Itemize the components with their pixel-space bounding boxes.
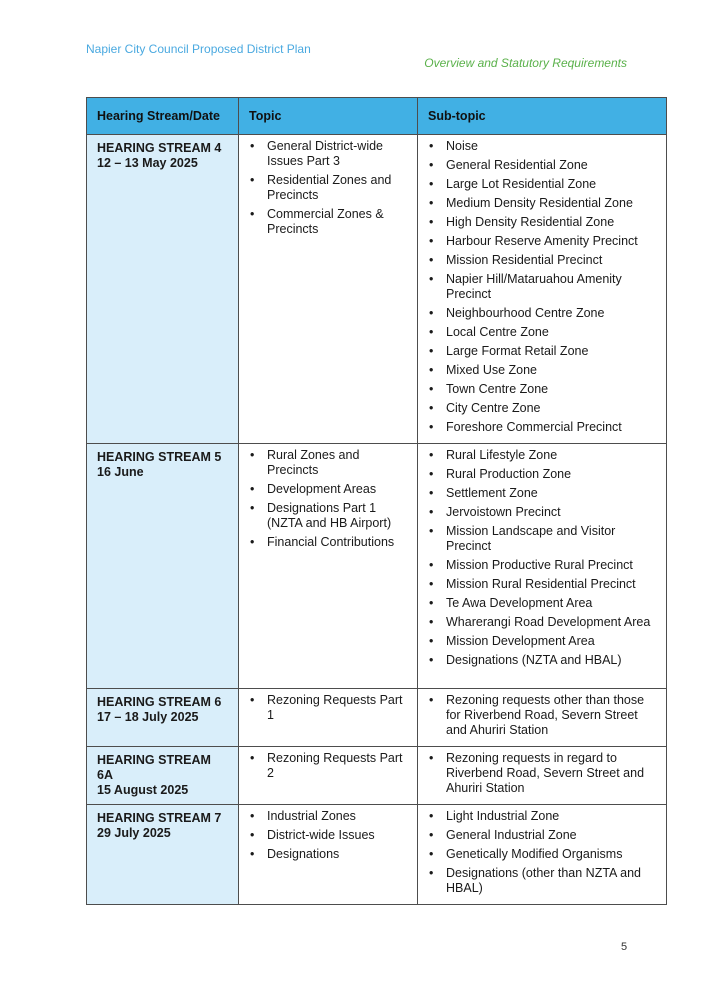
topic-cell	[239, 135, 418, 444]
subtopic-list	[428, 693, 658, 738]
topic-list	[249, 809, 409, 862]
topic-cell	[239, 444, 418, 689]
hearing-stream-name: HEARING STREAM 6	[97, 695, 222, 709]
topic-item: • Rural Zones and Precincts	[249, 448, 409, 478]
hearing-stream-name: HEARING STREAM 6A	[97, 753, 211, 782]
topic-item: • Rezoning Requests Part 2	[249, 751, 409, 781]
hearing-schedule-table	[86, 97, 667, 905]
subtopic-item: • Light Industrial Zone	[428, 809, 658, 824]
topic-item: • Designations	[249, 847, 409, 862]
hearing-stream-cell	[87, 689, 239, 747]
subtopic-item: • Designations (other than NZTA and HBAL)	[428, 866, 658, 896]
subtopic-item: • City Centre Zone	[428, 401, 658, 416]
subtopic-item: • Noise	[428, 139, 658, 154]
column-header-stream: Hearing Stream/Date	[87, 98, 239, 135]
subtopic-cell	[418, 805, 667, 905]
topic-item: • General District-wide Issues Part 3	[249, 139, 409, 169]
hearing-stream-name: HEARING STREAM 7	[97, 811, 222, 825]
subtopic-item: • Mission Landscape and Visitor Precinct	[428, 524, 658, 554]
topic-item: • Industrial Zones	[249, 809, 409, 824]
topic-list	[249, 448, 409, 550]
column-header-subtopic: Sub-topic	[418, 98, 667, 135]
hearing-stream-date: 16 June	[97, 465, 144, 479]
hearing-stream-cell	[87, 135, 239, 444]
topic-item: • Commercial Zones & Precincts	[249, 207, 409, 237]
hearing-stream-date: 17 – 18 July 2025	[97, 710, 199, 724]
subtopic-item: • Jervoistown Precinct	[428, 505, 658, 520]
subtopic-cell	[418, 444, 667, 689]
document-section-title: Overview and Statutory Requirements	[424, 56, 627, 70]
subtopic-item: • Rural Production Zone	[428, 467, 658, 482]
subtopic-item: • Mission Development Area	[428, 634, 658, 649]
subtopic-item: • Rural Lifestyle Zone	[428, 448, 658, 463]
document-header-title: Napier City Council Proposed District Plan	[86, 42, 311, 56]
page-number: 5	[621, 941, 628, 953]
subtopic-item: • Settlement Zone	[428, 486, 658, 501]
hearing-stream-name: HEARING STREAM 4	[97, 141, 222, 155]
hearing-stream-date: 15 August 2025	[97, 783, 189, 797]
subtopic-item: • Mixed Use Zone	[428, 363, 658, 378]
subtopic-cell	[418, 747, 667, 805]
table-row	[87, 747, 667, 805]
subtopic-list	[428, 448, 658, 668]
subtopic-item: • Mission Rural Residential Precinct	[428, 577, 658, 592]
subtopic-item: • Harbour Reserve Amenity Precinct	[428, 234, 658, 249]
subtopic-item: • Foreshore Commercial Precinct	[428, 420, 658, 435]
subtopic-item: • Medium Density Residential Zone	[428, 196, 658, 211]
topic-list	[249, 693, 409, 723]
topic-cell	[239, 689, 418, 747]
subtopic-item: • Rezoning requests other than those for Riverbend Road, Severn Street and Ahuriri Station	[428, 693, 658, 738]
subtopic-list	[428, 809, 658, 896]
topic-cell	[239, 805, 418, 905]
subtopic-item: • General Industrial Zone	[428, 828, 658, 843]
subtopic-item: • Rezoning requests in regard to Riverbend Road, Severn Street and Ahuriri Station	[428, 751, 658, 796]
topic-item: • Designations Part 1 (NZTA and HB Airport)	[249, 501, 409, 531]
subtopic-item: • Mission Residential Precinct	[428, 253, 658, 268]
table-row	[87, 135, 667, 444]
topic-list	[249, 139, 409, 237]
table-row	[87, 444, 667, 689]
table-body	[87, 135, 667, 905]
topic-item: • District-wide Issues	[249, 828, 409, 843]
table-row	[87, 805, 667, 905]
hearing-stream-date: 29 July 2025	[97, 826, 171, 840]
subtopic-item: • Te Awa Development Area	[428, 596, 658, 611]
hearing-stream-date: 12 – 13 May 2025	[97, 156, 198, 170]
topic-item: • Residential Zones and Precincts	[249, 173, 409, 203]
subtopic-item: • Town Centre Zone	[428, 382, 658, 397]
subtopic-item: • Neighbourhood Centre Zone	[428, 306, 658, 321]
subtopic-item: • Wharerangi Road Development Area	[428, 615, 658, 630]
subtopic-cell	[418, 135, 667, 444]
column-header-topic: Topic	[239, 98, 418, 135]
topic-item: • Development Areas	[249, 482, 409, 497]
hearing-stream-name: HEARING STREAM 5	[97, 450, 222, 464]
subtopic-item: • Mission Productive Rural Precinct	[428, 558, 658, 573]
hearing-stream-cell	[87, 747, 239, 805]
subtopic-item: • Genetically Modified Organisms	[428, 847, 658, 862]
topic-list	[249, 751, 409, 781]
subtopic-item: • Designations (NZTA and HBAL)	[428, 653, 658, 668]
topic-cell	[239, 747, 418, 805]
subtopic-item: • Large Format Retail Zone	[428, 344, 658, 359]
table-header-row	[87, 98, 667, 135]
subtopic-item: • Large Lot Residential Zone	[428, 177, 658, 192]
subtopic-list	[428, 751, 658, 796]
subtopic-item: • Local Centre Zone	[428, 325, 658, 340]
topic-item: • Financial Contributions	[249, 535, 409, 550]
hearing-stream-cell	[87, 805, 239, 905]
subtopic-cell	[418, 689, 667, 747]
subtopic-item: • High Density Residential Zone	[428, 215, 658, 230]
hearing-stream-cell	[87, 444, 239, 689]
subtopic-list	[428, 139, 658, 435]
table-row	[87, 689, 667, 747]
topic-item: • Rezoning Requests Part 1	[249, 693, 409, 723]
subtopic-item: • Napier Hill/Mataruahou Amenity Precinct	[428, 272, 658, 302]
subtopic-item: • General Residential Zone	[428, 158, 658, 173]
